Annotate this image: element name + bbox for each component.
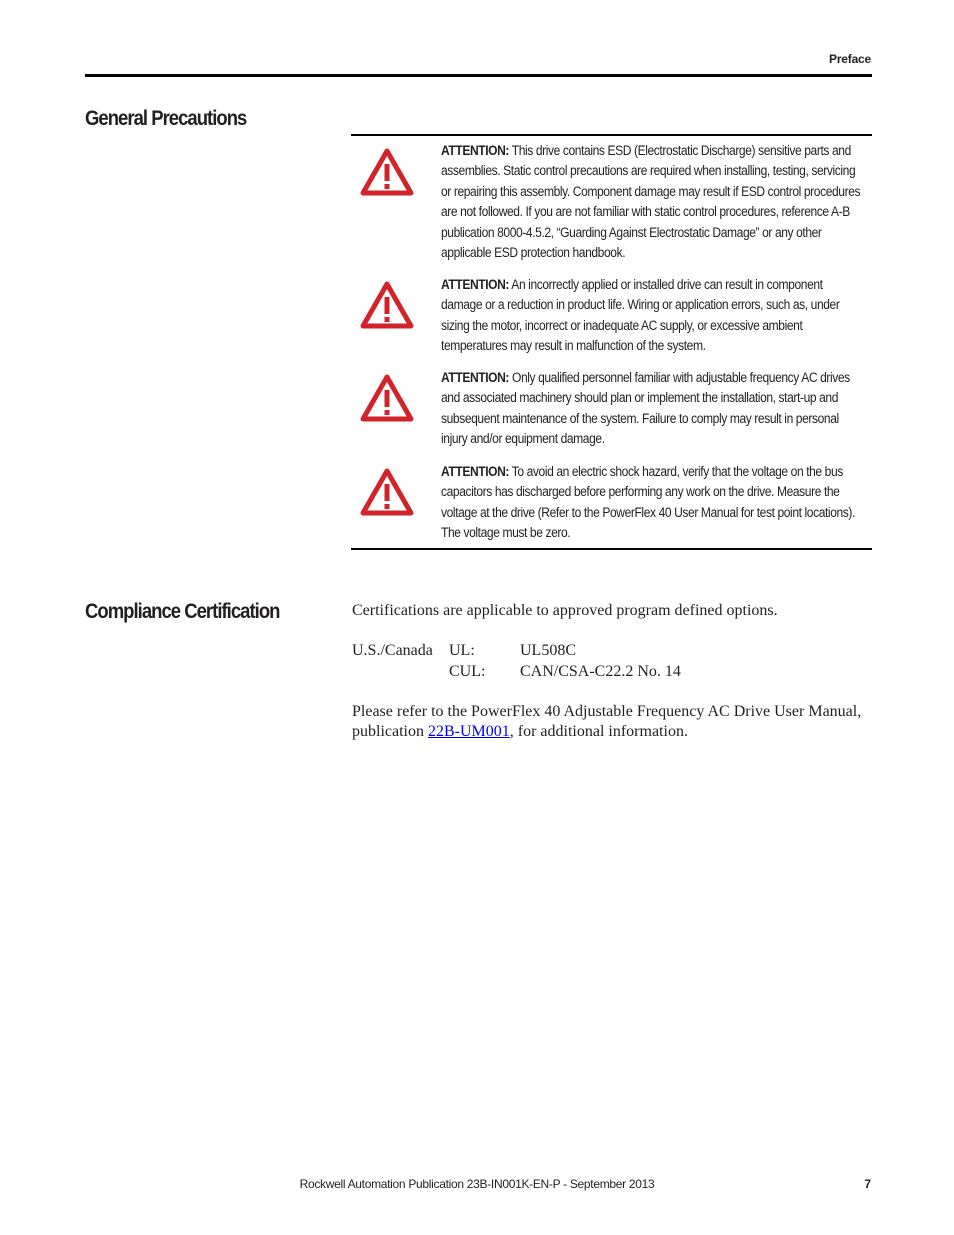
attention-body: To avoid an electric shock hazard, verify that the voltage on the bus capacitors has discharged before performing any work on the drive. Measure the voltage at the drive (Refer to the PowerFlex 40 User Manual for test point locations). The voltage must be zero. — [441, 464, 855, 541]
compliance-intro: Certifications are applicable to approved program defined options. — [352, 602, 778, 619]
header-rule — [85, 74, 872, 77]
cert-value-ul: UL508C — [520, 642, 576, 659]
attention-table-top-rule — [351, 134, 872, 136]
general-precautions-heading: General Precautions — [85, 107, 247, 130]
attention-label: ATTENTION: — [441, 143, 510, 158]
warning-triangle-icon — [360, 148, 414, 196]
refer-suffix: , for additional information. — [509, 723, 688, 740]
attention-table-bottom-rule — [351, 548, 872, 550]
warning-triangle-icon — [360, 468, 414, 516]
attention-text — [441, 368, 860, 450]
cert-value-cul: CAN/CSA-C22.2 No. 14 — [520, 663, 681, 680]
warning-triangle-icon — [360, 374, 414, 422]
attention-text — [441, 462, 860, 544]
attention-text — [441, 275, 860, 357]
refer-prefix: Please refer to the PowerFlex 40 Adjustable Frequency AC Drive User Manual, publication — [352, 703, 862, 740]
cert-key-ul: UL: — [449, 642, 475, 659]
attention-text — [441, 141, 860, 263]
running-header: Preface — [829, 52, 871, 66]
cert-region: U.S./Canada — [352, 642, 433, 659]
attention-body: Only qualified personnel familiar with adjustable frequency AC drives and associated machinery should plan or implement the installation, start-up and subsequent maintenance of the system. Failure to comply may result in personal injury and/or equipment damage. — [441, 370, 850, 447]
page-number: 7 — [864, 1177, 871, 1191]
publication-link[interactable]: 22B-UM001 — [427, 723, 510, 740]
warning-triangle-icon — [360, 281, 414, 329]
compliance-certification-heading: Compliance Certification — [85, 600, 280, 623]
attention-label: ATTENTION: — [441, 464, 510, 479]
footer-publication: Rockwell Automation Publication 23B-IN001K-EN-P - September 2013 — [299, 1177, 655, 1191]
attention-body: This drive contains ESD (Electrostatic Discharge) sensitive parts and assemblies. Static control precautions are required when installing, testing, servicing or repairing this assembly. Component damage may result if ESD control procedures are not followed. If you are not familiar with static control procedures, reference A-B publication 8000-4.5.2, “Guarding Against Electrostatic Damage” or any other applicable ESD protection handbook. — [441, 143, 861, 261]
compliance-refer-paragraph — [352, 702, 867, 742]
attention-label: ATTENTION: — [441, 277, 510, 292]
cert-key-cul: CUL: — [449, 663, 486, 680]
attention-body: An incorrectly applied or installed drive can result in component damage or a reduction in product life. Wiring or application errors, such as, under sizing the motor, incorrect or inadequate AC supply, or excessive ambient temperatures may result in malfunction of the system. — [441, 277, 840, 354]
attention-label: ATTENTION: — [441, 370, 510, 385]
